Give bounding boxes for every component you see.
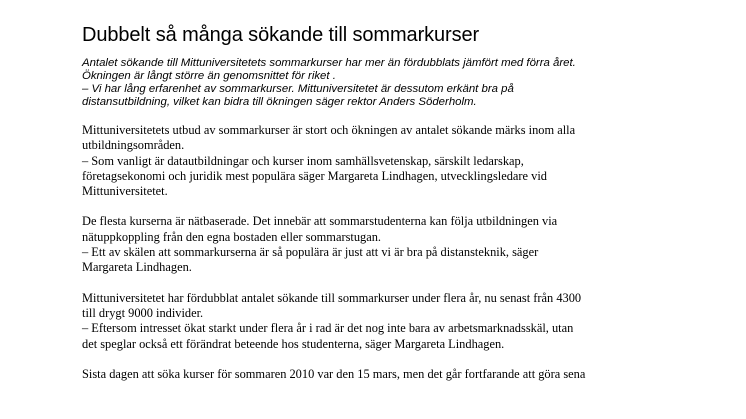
paragraph-line: utbildningsområden. [82, 138, 185, 153]
document-page [82, 22, 662, 382]
paragraph-line: Margareta Lindhagen. [82, 260, 192, 275]
paragraph-line: Sista dagen att söka kurser för sommaren 2010 var den 15 mars, men det går fortfarande att göra sena [82, 366, 586, 381]
body-paragraph [82, 123, 662, 199]
paragraph-line: Mittuniversitetet har fördubblat antalet sökande till sommarkurser under flera år, nu senast från 4300 [82, 290, 582, 305]
lead-line: Ökningen är långt större än genomsnittet för riket . [82, 70, 336, 82]
body-paragraph [82, 214, 662, 275]
body-paragraph [82, 367, 662, 382]
paragraph-line: det speglar också ett förändrat beteende hos studenterna, säger Margareta Lindhagen. [82, 336, 505, 351]
lead-line: – Vi har lång erfarenhet av sommarkurser. Mittuniversitetet är dessutom erkänt bra på [82, 83, 514, 95]
lead-line: distansutbildning, vilket kan bidra till ökningen säger rektor Anders Söderholm. [82, 96, 477, 108]
paragraph-line: till drygt 9000 individer. [82, 305, 204, 320]
paragraph-line: företagsekonomi och juridik mest populära säger Margareta Lindhagen, utvecklingsledare vid [82, 168, 547, 183]
article-title: Dubbelt så många sökande till sommarkurser [82, 24, 480, 46]
paragraph-line: Mittuniversitetets utbud av sommarkurser är stort och ökningen av antalet sökande märks inom alla [82, 123, 576, 137]
paragraph-line: De flesta kurserna är nätbaserade. Det innebär att sommarstudenterna kan följa utbildningen via [82, 214, 558, 229]
article-lead [82, 57, 662, 109]
paragraph-line: Mittuniversitetet. [82, 184, 168, 199]
paragraph-line: – Eftersom intresset ökat starkt under flera år i rad är det nog inte bara av arbetsmarknadsskäl, utan [82, 321, 574, 336]
paragraph-line: nätuppkoppling från den egna bostaden eller sommarstugan. [82, 229, 382, 244]
paragraph-line: – Ett av skälen att sommarkurserna är så populära är just att vi är bra på distansteknik, säger [82, 245, 539, 260]
body-paragraph [82, 291, 662, 352]
lead-line: Antalet sökande till Mittuniversitetets sommarkurser har mer än fördubblats jämfört med förra året. [82, 57, 576, 69]
paragraph-line: – Som vanligt är datautbildningar och kurser inom samhällsvetenskap, särskilt ledarskap, [82, 153, 524, 168]
